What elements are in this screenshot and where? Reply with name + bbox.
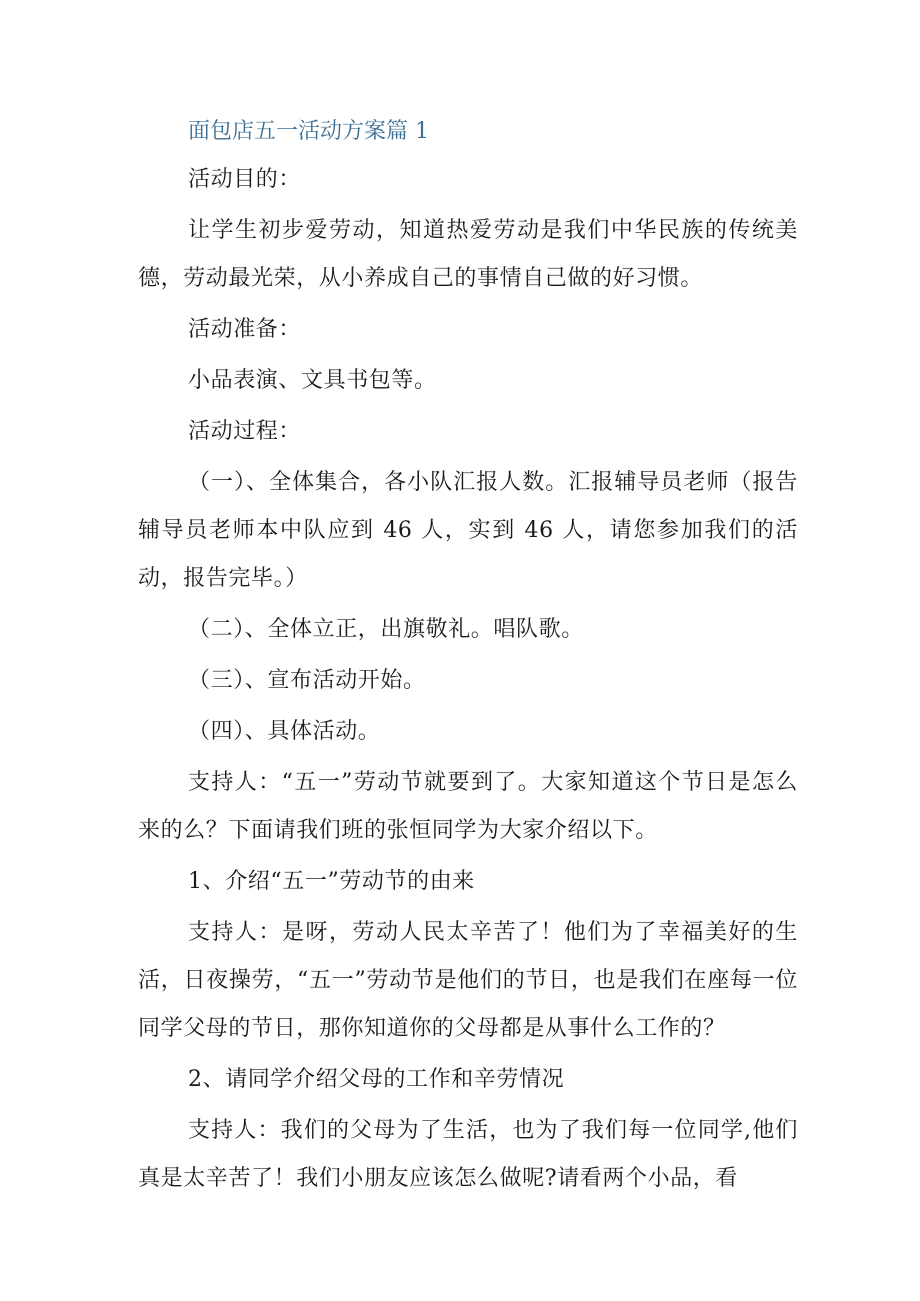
paragraph-host-intro: 支持人：“五一”劳动节就要到了。大家知道这个节日是怎么来的么？下面请我们班的张恒同学为大家介绍以下。 <box>138 770 798 843</box>
paragraph-item-1: 1、介绍“五一”劳动节的由来 <box>188 869 475 894</box>
paragraph-step-2: （二）、全体立正，出旗敬礼。唱队歌。 <box>188 617 584 642</box>
heading-activity-process: 活动过程： <box>188 419 302 444</box>
paragraph-step-3: （三）、宣布活动开始。 <box>188 668 426 693</box>
heading-activity-purpose: 活动目的： <box>188 167 302 192</box>
paragraph-purpose-text: 让学生初步爱劳动，知道热爱劳动是我们中华民族的传统美德，劳动最光荣，从小养成自己的事情自己做的好习惯。 <box>138 218 798 291</box>
heading-activity-preparation: 活动准备： <box>188 317 302 342</box>
paragraph-host-parents: 支持人：是呀，劳动人民太辛苦了！他们为了幸福美好的生活，日夜操劳，“五一”劳动节是他们的节日，也是我们在座每一位同学父母的节日，那你知道你的父母都是从事什么工作的？ <box>138 920 798 1041</box>
document-body <box>138 108 798 1206</box>
paragraph-item-2: 2、请同学介绍父母的工作和辛劳情况 <box>188 1067 565 1092</box>
paragraph-host-skits: 支持人：我们的父母为了生活，也为了我们每一位同学,他们真是太辛苦了！我们小朋友应该怎么做呢?请看两个小品，看 <box>138 1118 798 1191</box>
paragraph-step-1: （一）、全体集合，各小队汇报人数。汇报辅导员老师（报告辅导员老师本中队应到 46 人，实到 46 人，请您参加我们的活动，报告完毕。） <box>138 470 798 591</box>
paragraph-preparation-text: 小品表演、文具书包等。 <box>188 368 437 393</box>
document-title: 面包店五一活动方案篇 1 <box>188 119 429 144</box>
paragraph-step-4: （四）、具体活动。 <box>188 719 381 744</box>
